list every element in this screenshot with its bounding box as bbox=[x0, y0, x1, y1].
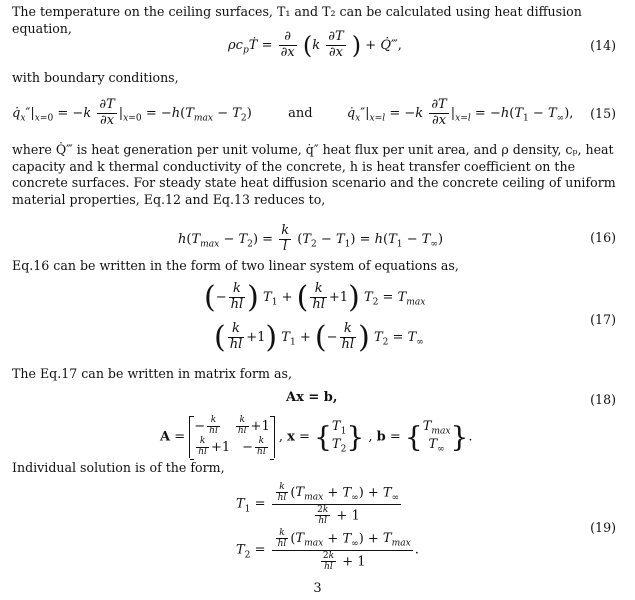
equation-18-body: Ax = b, bbox=[286, 390, 338, 405]
equation-15: $q̇_x''|_{x=0} = -k$ $\frac{\partial T}{\partial x}$ $|_{x=0} = -h(T_{max} - T_2)$ and $q̇_x''|_{x=l} = -k$ $\frac{\partial T}{\partial x}$ $|_{x=l} = -h(T_1 - T_\infty)$, (15) bbox=[12, 97, 616, 128]
equation-number-16: (16) bbox=[590, 230, 616, 245]
and-word: and bbox=[288, 105, 313, 121]
paragraph-solution: Individual solution is of the form, bbox=[12, 460, 225, 475]
paragraph-boundary: with boundary conditions, bbox=[12, 70, 179, 85]
paragraph-intro: The temperature on the ceiling surfaces, T₁ and T₂ can be calculated using heat diffusion equation, bbox=[12, 4, 582, 36]
equation-19: $T_1$ = $\frac{k}{hl}$ $(T_{max} + T_\infty) + T_\infty$ $\frac{2k}{hl}$ + 1 $T_2$ = $\frac{k}{hl}$ $(T_{max} + T_\infty) + T_{max}$ $\frac{2k}{hl}$ + 1 . (19) bbox=[236, 482, 616, 573]
equation-14: $\rho c_pṪ$ = $\frac{\partial}{\partial x}$ (k $\frac{\partial T}{\partial x}$ ) + Q̇‴, (14) bbox=[228, 29, 616, 60]
equation-17: (− $\frac{k}{hl}$ ) $T_1$ + ( $\frac{k}{hl}$ +1) $T_2 = T_{max}$ ( $\frac{k}{hl}$ +1) $T_1$ + (− $\frac{k}{hl}$ ) $T_2 = T_\infty$ (17) bbox=[204, 280, 616, 355]
equation-number-14: (14) bbox=[590, 38, 616, 53]
page-number: 3 bbox=[313, 581, 322, 596]
equation-number-17: (17) bbox=[590, 312, 616, 327]
equation-number-18: (18) bbox=[590, 392, 616, 407]
equation-16: $h(T_{max} - T_2)$ = $\frac{k}{l}$ $(T_2 - T_1) = h(T_1 - T_\infty)$ (16) bbox=[178, 223, 616, 254]
matrix-definitions: A = − $\frac{k}{hl}$ $\frac{k}{hl}$ +1 $\frac{k}{hl}$ +1 − $\frac{k}{hl}$ , $x = \{T_1$ $T_2$} , $b = \{T_{max}$ $T_\infty$ }. bbox=[160, 415, 473, 457]
equation-number-15: (15) bbox=[590, 106, 616, 121]
paragraph-matrix-form: The Eq.17 can be written in matrix form as, bbox=[12, 366, 292, 381]
paragraph-definitions: where Q̇‴ is heat generation per unit volume, q̇″ heat flux per unit area, and ρ density, cₚ, heat capacity and k thermal conductivity of the concrete, h is heat transfer coefficient on the concrete surfaces. For steady state heat diffusion scenario and the concrete ceiling of uniform material properties, Eq.12 and Eq.13 reduces to, bbox=[12, 142, 616, 207]
equation-18 bbox=[0, 388, 635, 410]
paragraph-linear-system: Eq.16 can be written in the form of two linear system of equations as, bbox=[12, 258, 459, 273]
equation-number-19: (19) bbox=[590, 520, 616, 535]
